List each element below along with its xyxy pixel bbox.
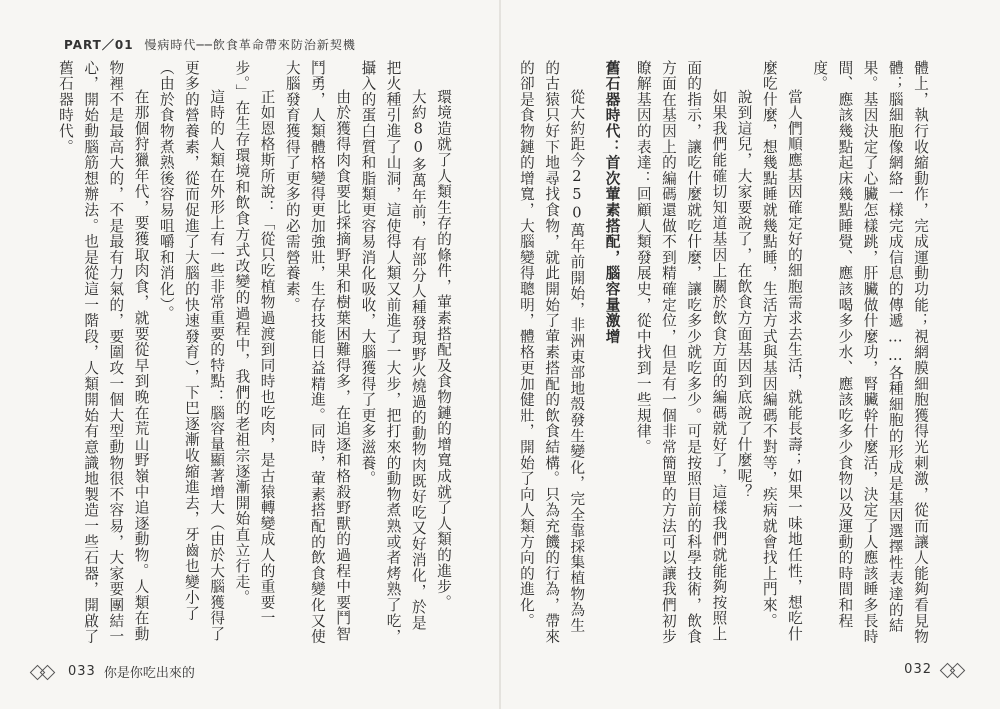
page-number: 033	[68, 664, 96, 679]
running-head	[64, 36, 356, 53]
left-page-text	[56, 60, 456, 645]
chapter-title: 慢病時代──飲食革命帶來防治新契機	[144, 38, 356, 52]
paragraph: 說到這兒，大家要說了，在飲食方面基因到底說了什麼呢？	[735, 89, 753, 500]
paragraph: 在那個狩獵年代，要獲取肉食，就要從早到晚在荒山野嶺中追逐動物。人類在動物裡不是最高大的，不是最有力氣的，要圍攻一個大型動物很不容易，大家要團結一心，開始動腦筋想辦法。也是從這一階段，人類開始有意識地製造一些石器，開啟了舊石器時代。	[56, 60, 150, 645]
diamond-ornament-icon	[940, 663, 970, 677]
page-gutter	[499, 0, 501, 709]
page-number: 032	[904, 662, 932, 677]
paragraph: 由於獲得肉食要比採摘野果和樹葉困難得多，在追逐和格殺野獸的過程中要鬥智鬥勇，人類體格變得更加強壯，生存技能日益精進。同時，葷素搭配的飲食變化又使大腦發育獲得了更多的必需營養素。	[283, 60, 352, 645]
paragraph: 如果我們能確切知道基因上關於飲食方面的編碼就好了，這樣我們就能夠按照上面的指示，讓吃什麼就吃什麼，讓吃多少就吃多少。可是按照目前的科學技術，飲食方面在基因上的編碼還做不到精確定位，但是有一個非常簡單的方法可以讓我們初步瞭解基因的表達：回顧人類發展史，從中找到一些規律。	[634, 60, 728, 645]
paragraph: 當人們順應基因確定好的細胞需求去生活，就能長壽；如果一味地任性，想吃什麼吃什麼，想幾點睡就幾點睡，生活方式與基因編碼不對等，疾病就會找上門來。	[760, 60, 803, 643]
paragraph: 大約80多萬年前，有部分人種發現野火燒過的動物肉既好吃又好消化，於是把火種引進了山洞，這使得人類又前進了一大步，把打來的動物煮熟或者烤熟了吃，攝入的蛋白質和脂類更容易消化吸收，大腦獲得了更多滋養。	[359, 60, 427, 645]
paragraph: 從大約距今250萬年前開始，非洲東部地殼發生變化，完全靠採集植物為生的古猿只好下地尋找食物，就此開始了葷素搭配的飲食結構。只為充饑的行為，帶來的卻是食物鏈的增寬，大腦變得聰明，體格更加健壯，開始了向人類方向的進化。	[517, 60, 586, 645]
paragraph: 這時的人類在外形上有一些非常重要的特點：腦容量顯著增大（由於大腦獲得了更多的營養素，從而促進了大腦的快速發育），下巴逐漸收縮進去，牙齒也變小了（由於食物煮熟後容易咀嚼和消化）。	[157, 60, 226, 643]
diamond-ornament-icon	[30, 665, 60, 679]
book-title: 你是你吃出來的	[103, 666, 195, 681]
right-page-text	[517, 60, 933, 645]
paragraph: 環境造就了人類生存的條件，葷素搭配及食物鏈的增寬成就了人類的進步。	[435, 89, 452, 611]
paragraph: 正如恩格斯所說：「從只吃植物過渡到同時也吃肉，是古猿轉變成人的重要一步。」在生存環境和飲食方式改變的過程中，我們的老祖宗逐漸開始直立行走。	[233, 60, 276, 627]
part-label: PART／01	[64, 38, 134, 52]
right-folio	[904, 662, 970, 677]
section-heading: 舊石器時代：首次葷素搭配，腦容量激增	[603, 60, 621, 345]
paragraph: 體上，執行收縮動作，完成運動功能；視網膜細胞獲得光刺激，從而讓人能夠看見物體；腦細胞像網絡一樣完成信息的傳遞……各種細胞的形成是基因選擇性表達的結果。基因決定了心臟怎樣跳，肝臟做什麼功，腎臟幹什麼活，決定了人應該睡多長時間、應該幾點起床幾點睡覺、應該喝多少水、應該吃多少食物以及運動的時間和程度。	[811, 60, 929, 645]
left-folio	[30, 662, 195, 681]
